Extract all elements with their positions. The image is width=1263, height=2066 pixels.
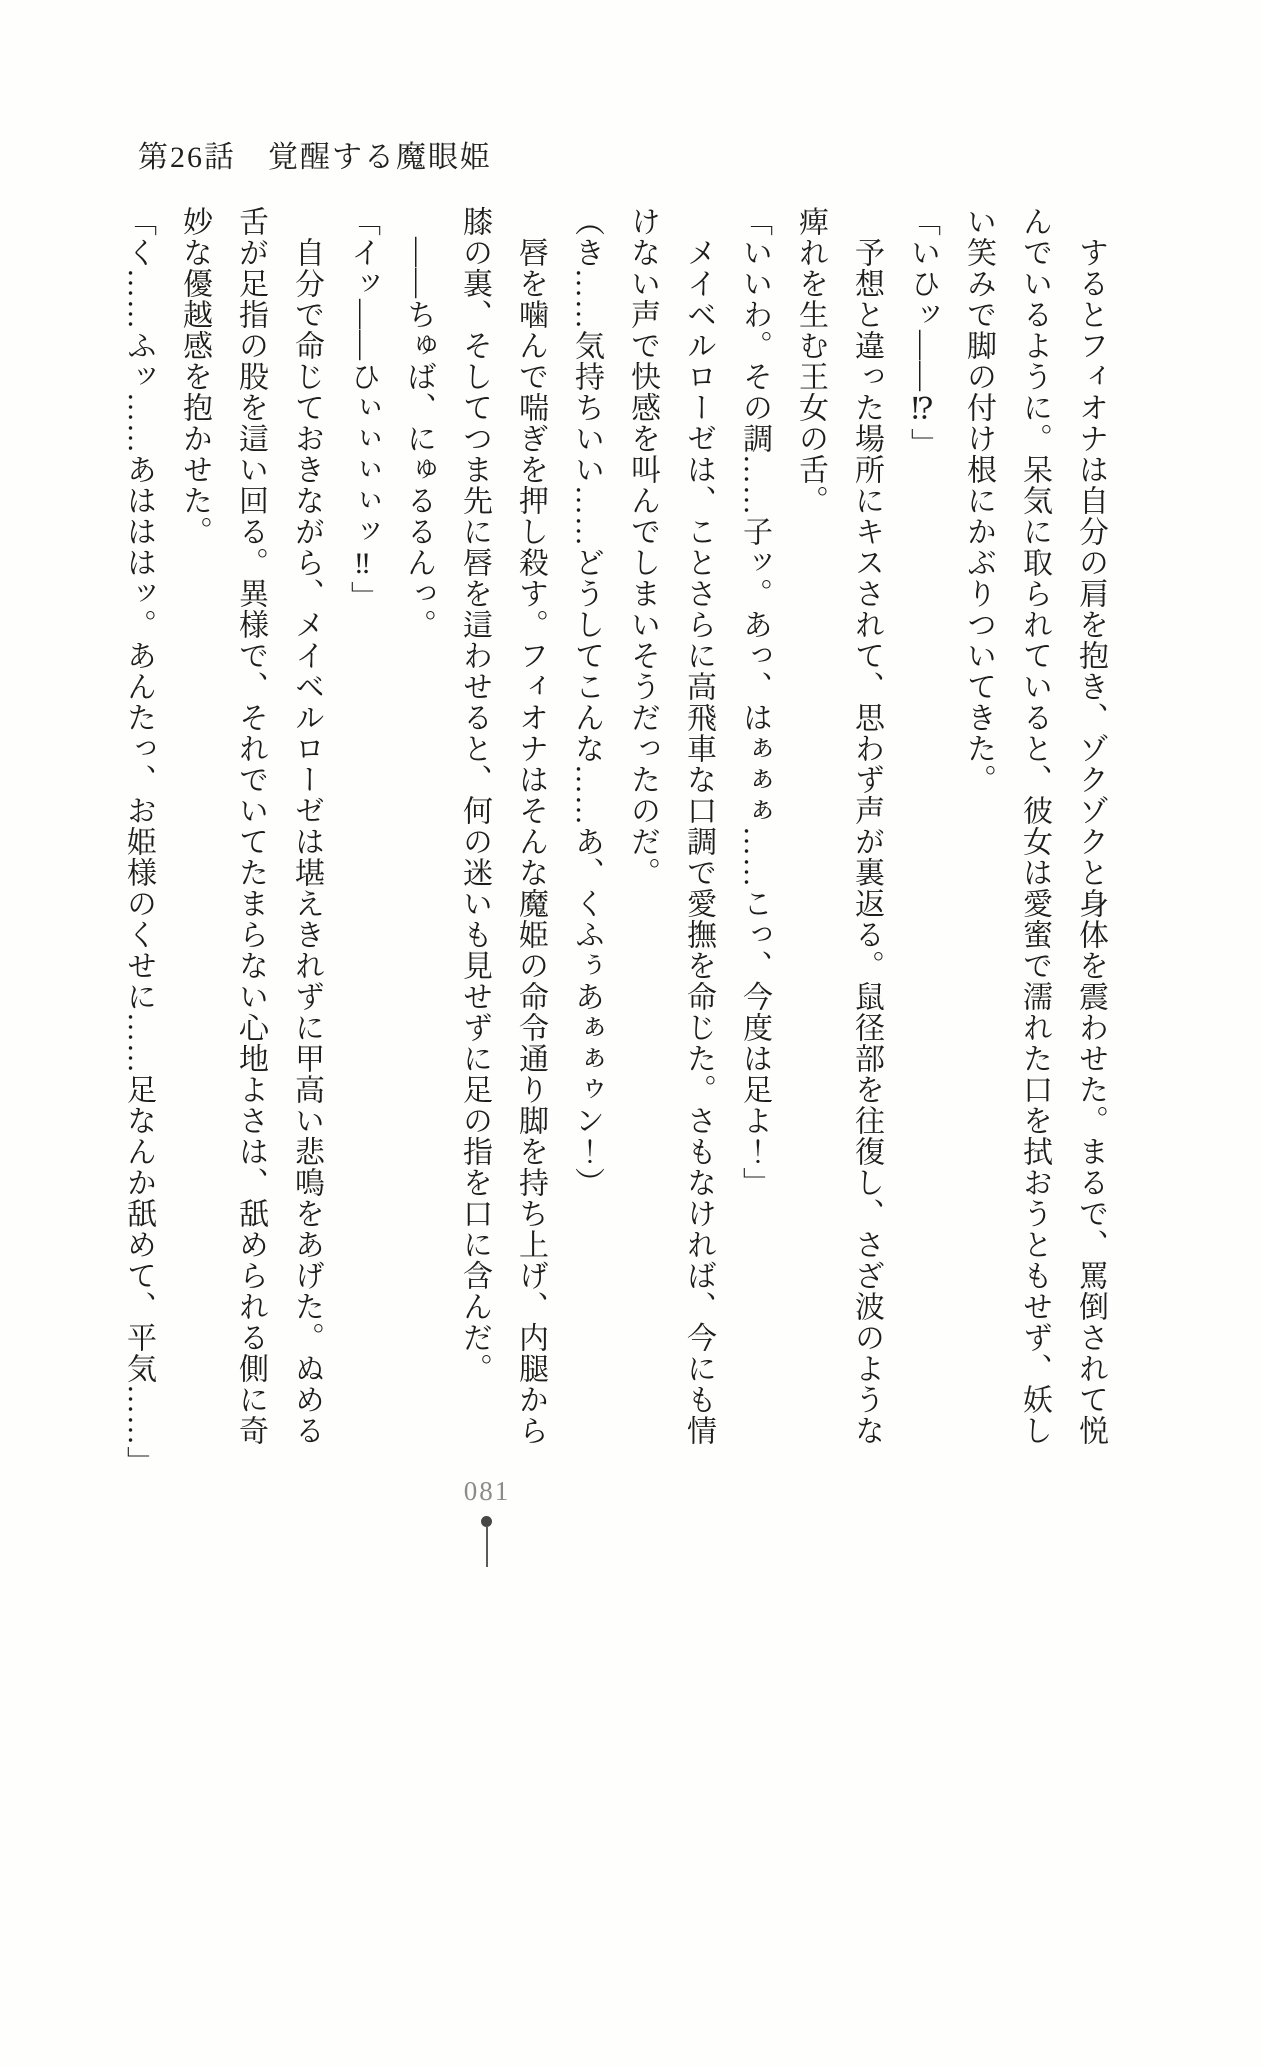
text-column: 痺れを生む王女の舌。 [794, 206, 827, 516]
text-block [110, 206, 1118, 1477]
text-column: 自分で命じておきながら、メイベルローゼは堪えきれずに甲高い悲鳴をあげた。ぬめる [290, 237, 323, 1446]
text-column: （き……気持ちいい……どうしてこんな……あ、くふぅあぁぁゥン！） [570, 206, 603, 1198]
text-column: 「イッ――ひぃぃぃぃッ‼」 [346, 206, 379, 612]
text-column: 「いひッ――⁉」 [906, 206, 939, 459]
section-marker-line [486, 1527, 488, 1567]
text-column: けない声で快感を叫んでしまいそうだったのだ。 [626, 206, 659, 888]
text-column: 「いいわ。その調……子ッ。あっ、はぁぁぁ……こっ、今度は足よ！」 [738, 206, 771, 1198]
text-column: んでいるように。呆気に取られていると、彼女は愛蜜で濡れた口を拭おうともせず、妖し [1018, 206, 1051, 1446]
text-column: 妙な優越感を抱かせた。 [178, 206, 211, 547]
text-column: するとフィオナは自分の肩を抱き、ゾクゾクと身体を震わせた。まるで、罵倒されて悦 [1074, 237, 1107, 1446]
chapter-title: 第26話 覚醒する魔眼姫 [138, 141, 492, 174]
text-column: ――ちゅば、にゅるるんっ。 [402, 237, 435, 640]
text-column: い笑みで脚の付け根にかぶりついてきた。 [962, 206, 995, 795]
text-column: 「く……ふッ……あはははッ。あんたっ、お姫様のくせに……足なんか舐めて、平気……」 [122, 206, 155, 1477]
page-number: 081 [463, 1476, 511, 1506]
text-column: メイベルローゼは、ことさらに高飛車な口調で愛撫を命じた。さもなければ、今にも情 [682, 237, 715, 1446]
text-column: 舌が足指の股を這い回る。異様で、それでいてたまらない心地よさは、舐められる側に奇 [234, 206, 267, 1446]
section-marker-dot [481, 1516, 492, 1527]
text-column: 膝の裏、そしてつま先に唇を這わせると、何の迷いも見せずに足の指を口に含んだ。 [458, 206, 491, 1384]
text-column: 唇を噛んで喘ぎを押し殺す。フィオナはそんな魔姫の命令通り脚を持ち上げ、内腿から [514, 237, 547, 1446]
text-column: 予想と違った場所にキスされて、思わず声が裏返る。鼠径部を往復し、さざ波のような [850, 237, 883, 1446]
